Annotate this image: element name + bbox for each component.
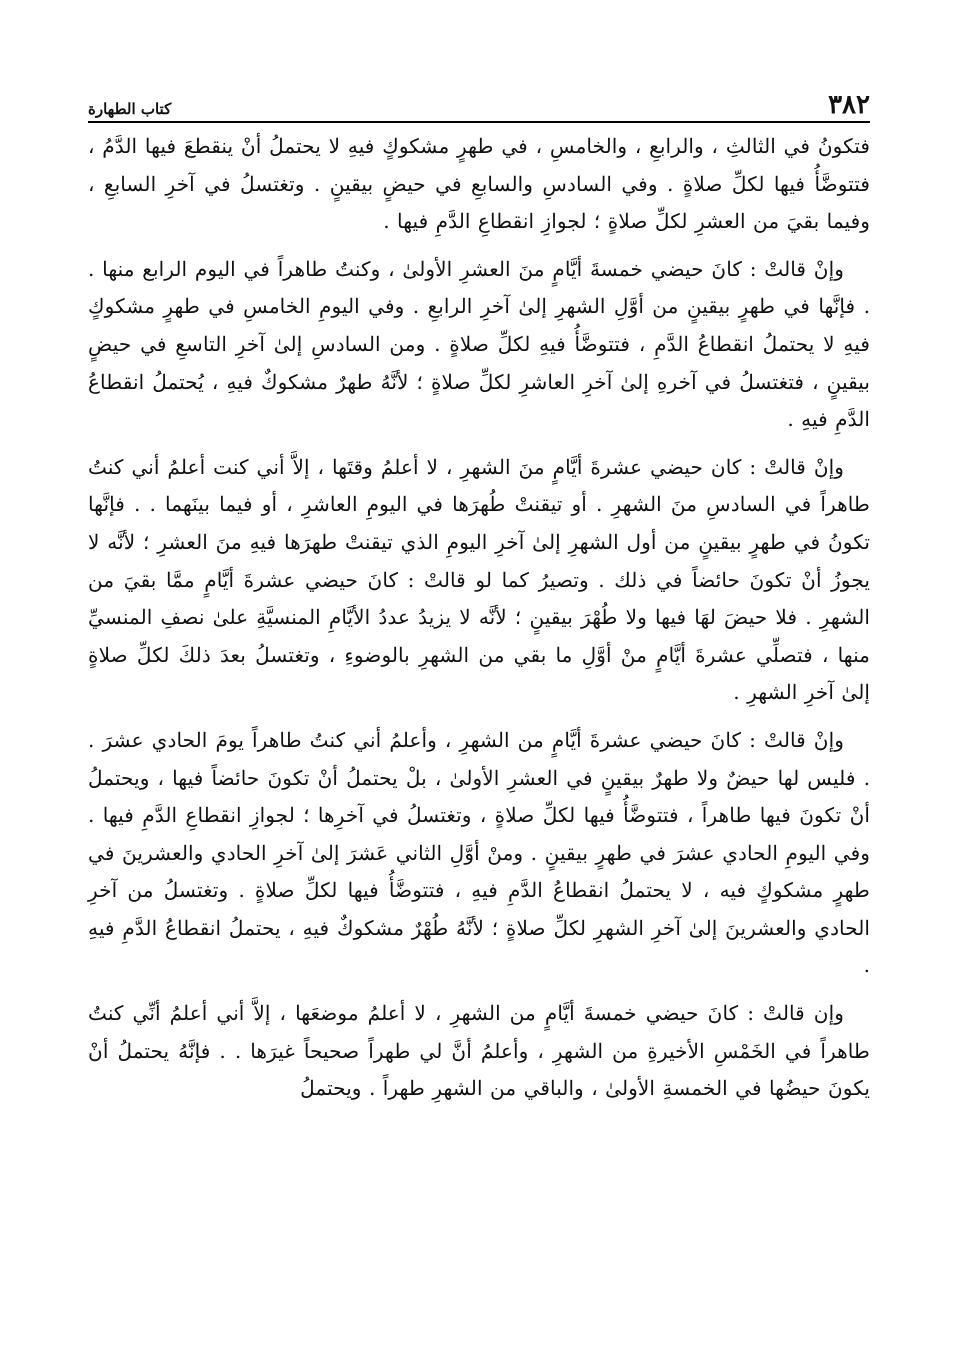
page-body [88,128,870,1108]
paragraph: وإنْ قالتْ : كانَ حيضي خمسةَ أيَّامٍ منَ العشرِ الأولىٰ ، وكنتُ طاهراً في اليوم الرابع منها . . فإنَّها في طهرٍ بيقينٍ من أوَّلِ الشهرِ إلىٰ آخرِ الرابعِ . وفي اليومِ الخامسِ في طهرٍ مشكوكٍ فيهِ لا يحتملُ انقطاعُ الدَّمِ ، فتتوضَّأُ فيهِ لكلِّ صلاةٍ . ومن السادسِ إلىٰ آخرِ التاسعِ في حيضٍ بيقينٍ ، فتغتسلُ في آخرهِ إلىٰ آخرِ العاشرِ لكلِّ صلاةٍ ؛ لأنَّهُ طهرٌ مشكوكٌ فيهِ ، يُحتملُ انقطاعُ الدَّمِ فيهِ . [88,256,870,432]
header-divider [88,121,870,123]
book-title: كتاب الطهارة [88,100,172,118]
paragraph: فتكونُ في الثالثِ ، والرابعِ ، والخامسِ ، في طهرٍ مشكوكٍ فيهِ لا يحتملُ أنْ ينقطعَ فيها الدَّمُ ، فتتوضَّأُ فيها لكلِّ صلاةٍ . وفي السادسِ والسابعِ في حيضٍ بيقينٍ . وتغتسلُ في آخرِ السابعِ ، وفيما بقيَ من العشرِ لكلِّ صلاةٍ ؛ لجوازِ انقطاعِ الدَّمِ فيها . [88,134,870,234]
page-header [88,84,870,120]
paragraph: وإنْ قالتْ : كان حيضي عشرةَ أيَّامٍ منَ الشهرِ ، لا أعلمُ وقتَها ، إلاَّ أني كنت أعلمُ أني كنتُ طاهراً في السادسِ منَ الشهرِ . أو تيقنتْ طُهرَها في اليومِ العاشرِ ، أو فيما بينَهما . . فإنَّها تكونُ في طهرٍ بيقينٍ من أول الشهرِ إلىٰ آخرِ اليومِ الذي تيقنتْ طهرَها فيهِ منَ العشرِ ؛ لأنَّه لا يجوزُ أنْ تكونَ حائضاً في ذلك . وتصيرُ كما لو قالتْ : كانَ حيضي عشرةَ أيَّامٍ ممَّا بقيَ من الشهرِ . فلا حيضَ لهَا فيها ولا طُهْرَ بيقينٍ ؛ لأنَّه لا يزيدُ عددُ الأيَّامِ المنسيَّةِ علىٰ نصفِ المنسيِّ منها ، فتصلِّي عشرةَ أيَّامٍ منْ أوَّلِ ما بقي من الشهرِ بالوضوءِ ، وتغتسلُ بعدَ ذلكَ لكلِّ صلاةٍ إلىٰ آخرِ الشهرِ . [88,454,870,705]
page-number: ٣٨٢ [828,90,870,120]
paragraph: وإن قالتْ : كانَ حيضي خمسةَ أيَّامٍ من الشهرِ ، لا أعلمُ موضعَها ، إلاَّ أني أعلمُ أنِّي كنتُ طاهراً في الخَمْسِ الأخيرةِ من الشهرِ ، وأعلمُ أنَّ لي طهراً صحيحاً غيرَها . . فإنَّهُ يحتملُ أنْ يكونَ حيضُها في الخمسةِ الأولىٰ ، والباقي من الشهرِ طهراً . ويحتملُ [88,1001,870,1101]
paragraph: وإنْ قالتْ : كانَ حيضي عشرةَ أيَّامٍ من الشهرِ ، وأعلمُ أني كنتُ طاهراً يومَ الحادي عشرَ . . فليس لها حيضٌ ولا طهرٌ بيقينٍ في العشرِ الأولىٰ ، بلْ يحتملُ أنْ تكونَ حائضاً فيها ، ويحتملُ أنْ تكونَ فيها طاهراً ، فتتوضَّأُ فيها لكلِّ صلاةٍ ، وتغتسلُ في آخرِها ؛ لجوازِ انقطاعِ الدَّمِ فيها . وفي اليومِ الحادي عشرَ في طهرٍ بيقينٍ . ومنْ أوَّلِ الثاني عَشرَ إلىٰ آخرِ الحادي والعشرينَ في طهرٍ مشكوكٍ فيه ، لا يحتملُ انقطاعُ الدَّمِ فيهِ ، فتتوضَّأُ فيها لكلِّ صلاةٍ . وتغتسلُ من آخرِ الحادي والعشرينَ إلىٰ آخرِ الشهرِ لكلِّ صلاةٍ ؛ لأنَّهُ طُهْرٌ مشكوكٌ فيهِ ، يحتملُ انقطاعُ الدَّمِ فيهِ . [88,727,870,978]
